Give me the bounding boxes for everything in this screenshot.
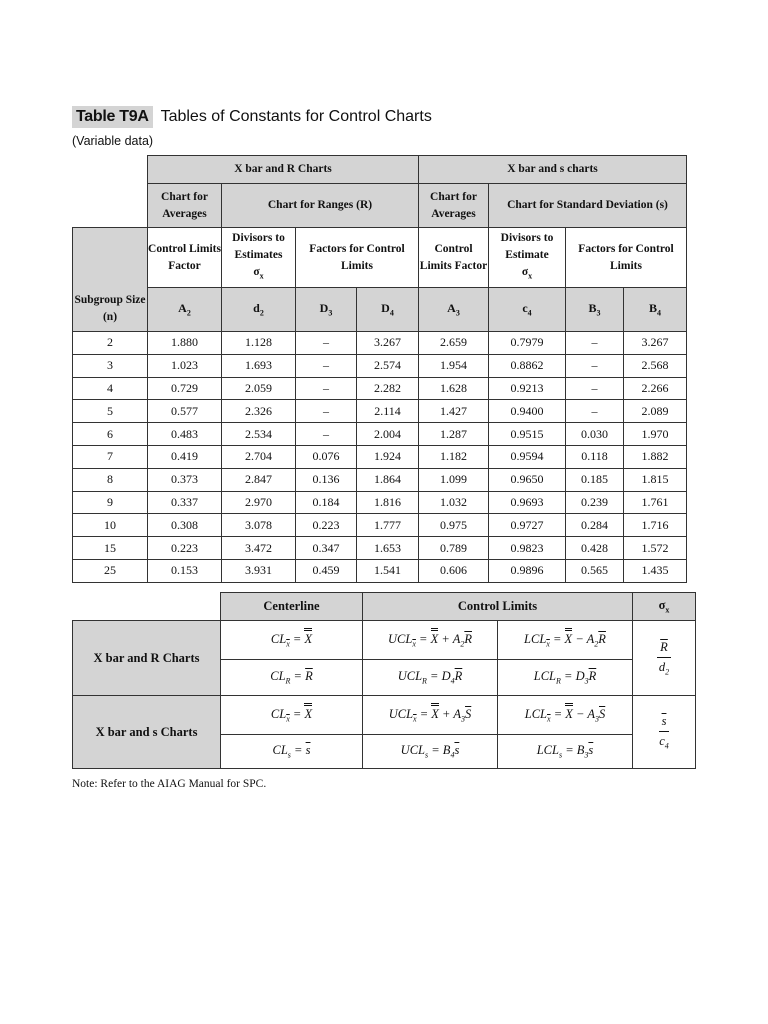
- constant-cell: 1.864: [357, 468, 419, 491]
- constant-cell: 1.541: [357, 559, 419, 582]
- constant-cell: –: [296, 400, 357, 423]
- col-symbol: d: [253, 301, 260, 316]
- constant-cell: 1.653: [357, 537, 419, 560]
- constant-cell: 0.9650: [489, 468, 566, 491]
- constant-cell: 0.577: [148, 400, 222, 423]
- constant-cell: 0.153: [148, 559, 222, 582]
- col-subscript: 4: [657, 308, 661, 318]
- constant-cell: 2.574: [357, 354, 419, 377]
- constant-cell: 2.534: [222, 423, 296, 446]
- constants-table: [72, 155, 687, 583]
- col-subscript: 2: [186, 308, 191, 318]
- constant-cell: 0.8862: [489, 354, 566, 377]
- header-chart-for-ranges: Chart for Ranges (R): [222, 184, 419, 228]
- constant-cell: 2.704: [222, 445, 296, 468]
- constant-cell: –: [296, 377, 357, 400]
- formula-cl-xbar-r: $CL_{\overline{x}} = X$: [221, 621, 363, 660]
- header-control-limits-factor-2: Control Limits Factor: [419, 228, 489, 288]
- constant-cell: 0.9727: [489, 514, 566, 537]
- subgroup-size-cell: 8: [73, 468, 148, 491]
- constant-cell: 0.565: [566, 559, 624, 582]
- col-subscript: 4: [389, 308, 394, 318]
- denominator-subscript: 2: [665, 667, 670, 677]
- constant-cell: –: [566, 400, 624, 423]
- formula-cl-r: $CL_R = \overline{R}$: [221, 660, 363, 696]
- constant-cell: 1.954: [419, 354, 489, 377]
- sigma-subscript: x: [259, 271, 264, 281]
- constant-cell: 1.761: [624, 491, 687, 514]
- header-factors-control-limits-2: Factors for Control Limits: [566, 228, 687, 288]
- header-chart-for-averages-1: Chart for Averages: [148, 184, 222, 228]
- constant-cell: 0.459: [296, 559, 357, 582]
- constant-cell: 1.023: [148, 354, 222, 377]
- subgroup-size-cell: 9: [73, 491, 148, 514]
- constant-cell: 2.326: [222, 400, 296, 423]
- formula-ucl-xbar-r: $UCL_{\overline{x}} = X + A_2\overline{R}$: [363, 621, 498, 660]
- constant-cell: 2.114: [357, 400, 419, 423]
- sigma-x-symbol: [489, 264, 565, 284]
- constant-cell: 0.223: [296, 514, 357, 537]
- constant-cell: 1.032: [419, 491, 489, 514]
- fraction-s-over-c4: [659, 714, 670, 751]
- col-header-a3: [419, 288, 489, 332]
- constant-cell: 0.729: [148, 377, 222, 400]
- formula-lcl-r: $LCL_R = D_3\overline{R}$: [498, 660, 633, 696]
- col-symbol: D: [381, 301, 390, 316]
- col-symbol: c: [522, 301, 528, 316]
- constant-cell: 0.789: [419, 537, 489, 560]
- divisors-label: Divisors to Estimate: [500, 232, 554, 262]
- col-header-c4: [489, 288, 566, 332]
- constant-cell: 0.373: [148, 468, 222, 491]
- constant-cell: 3.078: [222, 514, 296, 537]
- sigma-symbol: σ: [658, 598, 666, 613]
- formula-ucl-r: $UCL_R = D_4\overline{R}$: [363, 660, 498, 696]
- constant-cell: 0.9594: [489, 445, 566, 468]
- group-header-xr: X bar and R Charts: [148, 156, 419, 184]
- constant-cell: 1.815: [624, 468, 687, 491]
- constant-cell: 0.9896: [489, 559, 566, 582]
- fraction-r-over-d2: [657, 640, 671, 677]
- header-sigma-x: [633, 593, 696, 621]
- constant-cell: 0.136: [296, 468, 357, 491]
- formula-lcl-s: $LCL_s = B_3\overline{s}$: [498, 735, 633, 769]
- denominator-subscript: 4: [664, 741, 669, 751]
- constant-cell: 1.882: [624, 445, 687, 468]
- constant-cell: 1.816: [357, 491, 419, 514]
- group-header-xs: X bar and s charts: [419, 156, 687, 184]
- table-title: Tables of Constants for Control Charts: [160, 108, 432, 125]
- table-row: [73, 468, 687, 491]
- constant-cell: 1.716: [624, 514, 687, 537]
- blank-corner: [73, 593, 221, 621]
- fraction-numerator: $\overline{s}$: [659, 714, 670, 732]
- formulas-table: [72, 592, 696, 769]
- subgroup-size-cell: 10: [73, 514, 148, 537]
- formula-cl-s: $CL_s = \overline{s}$: [221, 735, 363, 769]
- constant-cell: 2.568: [624, 354, 687, 377]
- constant-cell: 0.9515: [489, 423, 566, 446]
- header-chart-for-averages-2: Chart for Averages: [419, 184, 489, 228]
- constant-cell: 0.223: [148, 537, 222, 560]
- constant-cell: 2.659: [419, 332, 489, 355]
- table-row: [73, 377, 687, 400]
- subgroup-size-cell: 4: [73, 377, 148, 400]
- constant-cell: 0.185: [566, 468, 624, 491]
- col-symbol: B: [648, 301, 657, 316]
- subgroup-size-cell: 2: [73, 332, 148, 355]
- constant-cell: 1.924: [357, 445, 419, 468]
- constant-cell: 3.931: [222, 559, 296, 582]
- fraction-denominator: [657, 658, 671, 677]
- table-row: [73, 445, 687, 468]
- constant-cell: 1.572: [624, 537, 687, 560]
- header-divisors-estimate: [489, 228, 566, 288]
- constant-cell: 0.7979: [489, 332, 566, 355]
- table-row: [73, 537, 687, 560]
- divisors-label: Divisors to Estimates: [232, 232, 285, 262]
- header-centerline: Centerline: [221, 593, 363, 621]
- table-row: [73, 400, 687, 423]
- constant-cell: 2.266: [624, 377, 687, 400]
- constant-cell: 0.483: [148, 423, 222, 446]
- constant-cell: 0.606: [419, 559, 489, 582]
- header-divisors-estimates: [222, 228, 296, 288]
- col-subscript: 3: [596, 308, 601, 318]
- col-symbol: B: [588, 301, 597, 316]
- table-row: [73, 354, 687, 377]
- sigma-symbol: σ: [521, 266, 529, 279]
- constant-cell: 1.693: [222, 354, 296, 377]
- constant-cell: –: [566, 332, 624, 355]
- constant-cell: –: [566, 377, 624, 400]
- constant-cell: 3.267: [624, 332, 687, 355]
- subgroup-header-top: [73, 228, 148, 288]
- constant-cell: –: [296, 423, 357, 446]
- constant-cell: 2.282: [357, 377, 419, 400]
- col-header-d3: [296, 288, 357, 332]
- constant-cell: 3.472: [222, 537, 296, 560]
- table-row: [73, 423, 687, 446]
- table-number-tag: Table T9A: [72, 106, 153, 128]
- col-symbol: D: [319, 301, 329, 316]
- table-row: [73, 559, 687, 582]
- subgroup-size-cell: 25: [73, 559, 148, 582]
- constant-cell: 2.847: [222, 468, 296, 491]
- constant-cell: 2.089: [624, 400, 687, 423]
- col-subscript: 2: [259, 308, 264, 318]
- denominator-symbol: c: [659, 733, 665, 748]
- sigma-x-symbol: [222, 264, 295, 284]
- formula-ucl-s: $UCL_s = B_4\overline{s}$: [363, 735, 498, 769]
- constant-cell: 1.099: [419, 468, 489, 491]
- header-control-limits: Control Limits: [363, 593, 633, 621]
- sigma-estimate-s: [633, 696, 696, 769]
- footnote: Note: Refer to the AIAG Manual for SPC.: [72, 778, 267, 790]
- constant-cell: 0.975: [419, 514, 489, 537]
- constant-cell: 0.9693: [489, 491, 566, 514]
- constant-cell: 2.004: [357, 423, 419, 446]
- constant-cell: 0.419: [148, 445, 222, 468]
- constant-cell: 1.970: [624, 423, 687, 446]
- sigma-estimate-r: [633, 621, 696, 696]
- col-header-d4: [357, 288, 419, 332]
- row-label-xr: X bar and R Charts: [73, 621, 221, 696]
- col-subscript: 3: [328, 308, 333, 318]
- col-header-d2: [222, 288, 296, 332]
- formula-ucl-xbar-s: $UCL_{\overline{x}} = X + A_3\overline{S}$: [363, 696, 498, 735]
- header-factors-control-limits-1: Factors for Control Limits: [296, 228, 419, 288]
- constant-cell: 0.9400: [489, 400, 566, 423]
- constant-cell: 0.076: [296, 445, 357, 468]
- col-header-b3: [566, 288, 624, 332]
- header-control-limits-factor-1: Control Limits Factor: [148, 228, 222, 288]
- blank-corner: [73, 156, 148, 184]
- constant-cell: 3.267: [357, 332, 419, 355]
- subgroup-size-cell: 15: [73, 537, 148, 560]
- constant-cell: 0.184: [296, 491, 357, 514]
- constant-cell: 1.435: [624, 559, 687, 582]
- constant-cell: –: [566, 354, 624, 377]
- constants-table-body: [73, 332, 687, 583]
- fraction-denominator: [659, 732, 670, 751]
- constant-cell: 0.347: [296, 537, 357, 560]
- denominator-symbol: d: [658, 659, 666, 674]
- col-subscript: 3: [455, 308, 460, 318]
- col-symbol: A: [447, 301, 456, 316]
- subgroup-size-cell: 7: [73, 445, 148, 468]
- constant-cell: 0.308: [148, 514, 222, 537]
- table-row: [73, 491, 687, 514]
- table-subtitle: (Variable data): [72, 134, 154, 148]
- constant-cell: 0.284: [566, 514, 624, 537]
- constant-cell: 0.118: [566, 445, 624, 468]
- constant-cell: 0.9213: [489, 377, 566, 400]
- header-chart-for-std-dev: Chart for Standard Deviation (s): [489, 184, 687, 228]
- constant-cell: 1.287: [419, 423, 489, 446]
- constant-cell: 0.030: [566, 423, 624, 446]
- blank-corner: [73, 184, 148, 228]
- formula-lcl-xbar-r: $LCL_{\overline{x}} = X - A_2\overline{R}$: [498, 621, 633, 660]
- sigma-subscript: x: [528, 271, 533, 281]
- constant-cell: 1.628: [419, 377, 489, 400]
- subgroup-size-cell: 5: [73, 400, 148, 423]
- col-symbol: A: [178, 301, 187, 316]
- constant-cell: 0.428: [566, 537, 624, 560]
- subgroup-size-cell: 6: [73, 423, 148, 446]
- fraction-numerator: $\overline{R}$: [657, 640, 671, 658]
- constant-cell: 1.128: [222, 332, 296, 355]
- constant-cell: –: [296, 332, 357, 355]
- sigma-symbol: σ: [253, 266, 260, 279]
- header-subgroup-size: Subgroup Size (n): [73, 288, 148, 332]
- formula-lcl-xbar-s: $LCL_{\overline{x}} = X - A_3\overline{S}$: [498, 696, 633, 735]
- constant-cell: 0.239: [566, 491, 624, 514]
- constant-cell: –: [296, 354, 357, 377]
- constant-cell: 1.427: [419, 400, 489, 423]
- col-header-a2: [148, 288, 222, 332]
- constant-cell: 0.337: [148, 491, 222, 514]
- col-subscript: 4: [527, 308, 532, 318]
- constant-cell: 0.9823: [489, 537, 566, 560]
- table-row: [73, 332, 687, 355]
- constant-cell: 2.970: [222, 491, 296, 514]
- col-header-b4: [624, 288, 687, 332]
- constant-cell: 1.182: [419, 445, 489, 468]
- row-label-xs: X bar and s Charts: [73, 696, 221, 769]
- table-heading: [72, 106, 432, 148]
- sigma-subscript: x: [665, 605, 670, 615]
- subgroup-size-cell: 3: [73, 354, 148, 377]
- constant-cell: 1.777: [357, 514, 419, 537]
- table-row: [73, 514, 687, 537]
- constant-cell: 2.059: [222, 377, 296, 400]
- constant-cell: 1.880: [148, 332, 222, 355]
- formula-cl-xbar-s: $CL_{\overline{x}} = X$: [221, 696, 363, 735]
